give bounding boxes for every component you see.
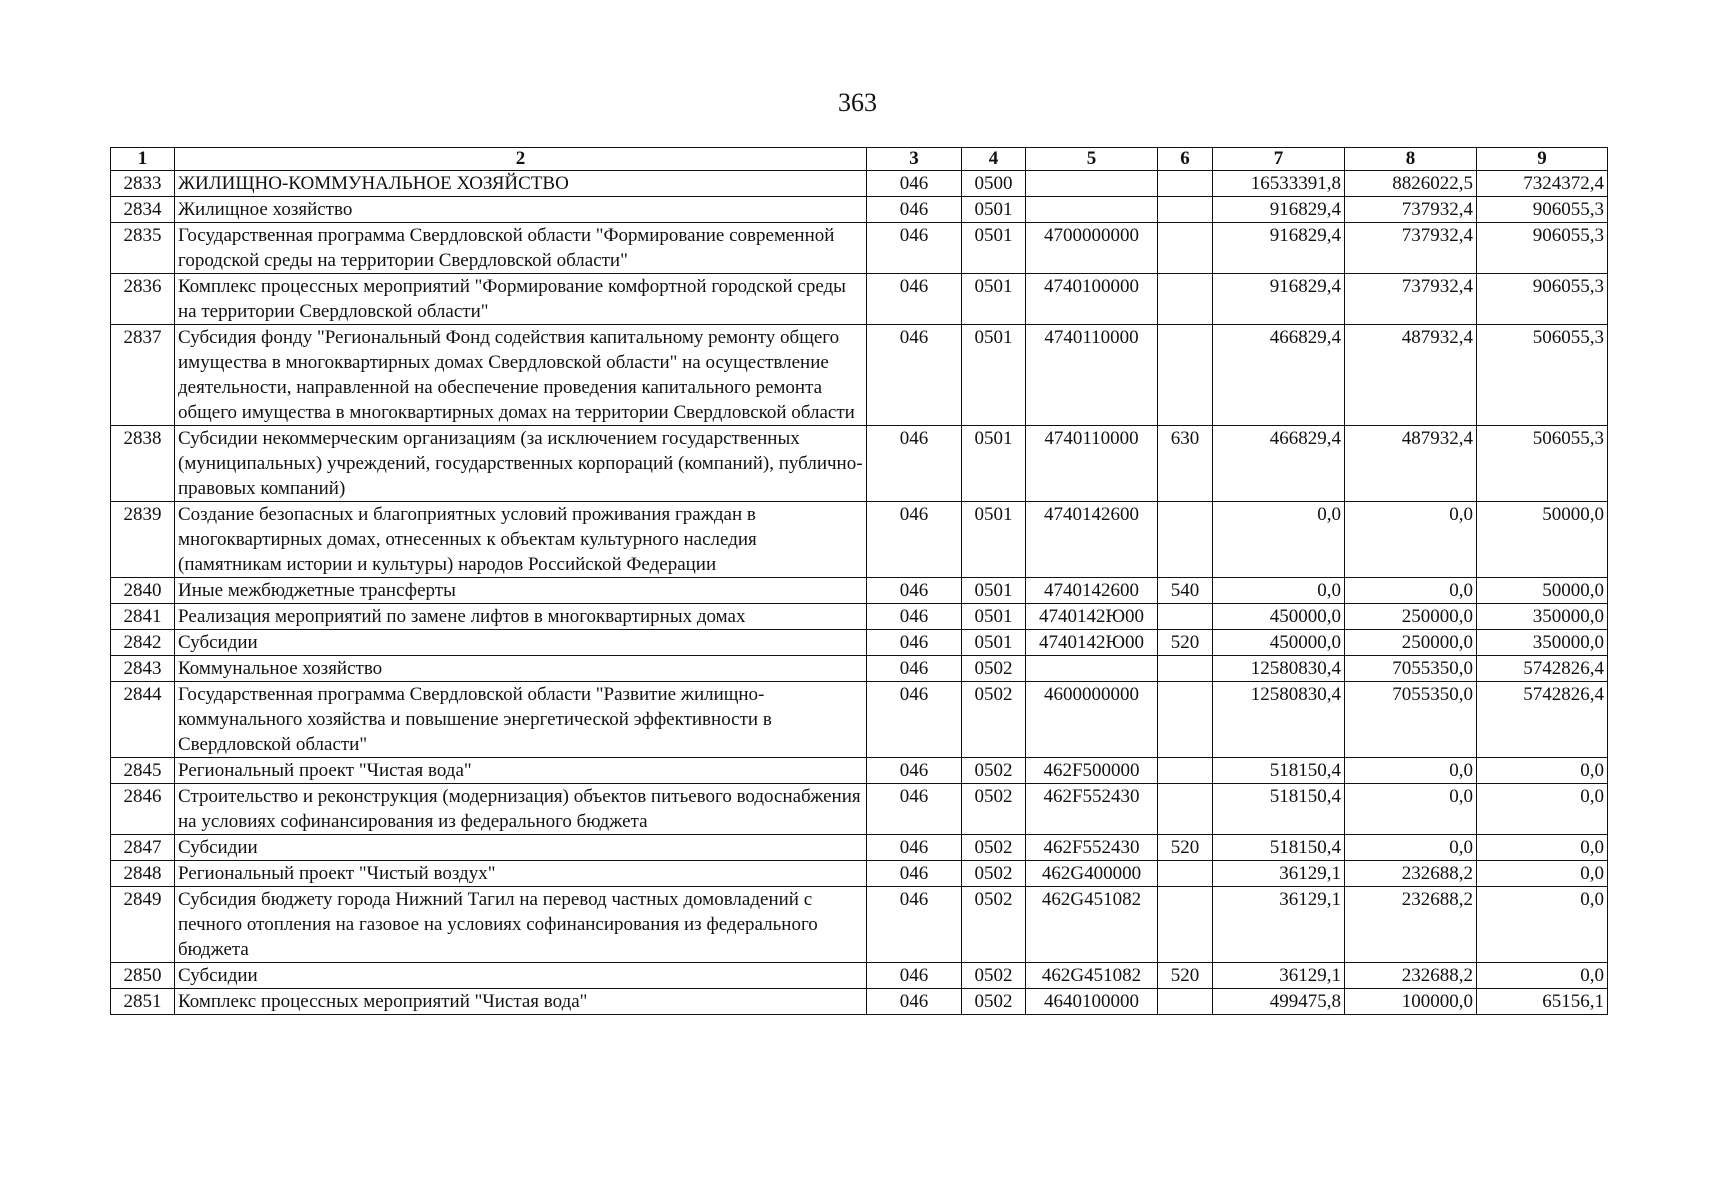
amount-year-2: 8826022,5 xyxy=(1345,171,1477,197)
code-expense-type xyxy=(1158,197,1213,223)
code-section: 0501 xyxy=(962,325,1026,426)
code-expense-type xyxy=(1158,758,1213,784)
amount-year-1: 466829,4 xyxy=(1213,426,1345,502)
code-ministry: 046 xyxy=(867,835,962,861)
amount-year-3: 506055,3 xyxy=(1477,325,1608,426)
item-name: Строительство и реконструкция (модернизация) объектов питьевого водоснабжения на условиях софинансирования из федерального бюджета xyxy=(175,784,867,835)
amount-year-2: 250000,0 xyxy=(1345,604,1477,630)
amount-year-1: 916829,4 xyxy=(1213,223,1345,274)
amount-year-1: 12580830,4 xyxy=(1213,682,1345,758)
code-ministry: 046 xyxy=(867,963,962,989)
item-name: Создание безопасных и благоприятных условий проживания граждан в многоквартирных домах, отнесенных к объектам культурного наследия (памятникам истории и культуры) народов Российской Федерации xyxy=(175,502,867,578)
code-section: 0501 xyxy=(962,502,1026,578)
code-expense-type xyxy=(1158,274,1213,325)
code-target: 4740110000 xyxy=(1026,325,1158,426)
row-number: 2845 xyxy=(111,758,175,784)
code-section: 0502 xyxy=(962,989,1026,1015)
amount-year-3: 0,0 xyxy=(1477,861,1608,887)
amount-year-3: 0,0 xyxy=(1477,887,1608,963)
code-section: 0501 xyxy=(962,604,1026,630)
item-name: Комплекс процессных мероприятий "Формирование комфортной городской среды на территории Свердловской области" xyxy=(175,274,867,325)
item-name: ЖИЛИЩНО-КОММУНАЛЬНОЕ ХОЗЯЙСТВО xyxy=(175,171,867,197)
code-ministry: 046 xyxy=(867,426,962,502)
amount-year-2: 100000,0 xyxy=(1345,989,1477,1015)
item-name: Государственная программа Свердловской области "Развитие жилищно-коммунального хозяйства и повышение энергетической эффективности в Свердловской области" xyxy=(175,682,867,758)
amount-year-2: 232688,2 xyxy=(1345,887,1477,963)
code-section: 0502 xyxy=(962,784,1026,835)
row-number: 2842 xyxy=(111,630,175,656)
header-cell: 4 xyxy=(962,148,1026,171)
code-ministry: 046 xyxy=(867,604,962,630)
table-row xyxy=(111,835,1608,861)
row-number: 2851 xyxy=(111,989,175,1015)
amount-year-1: 916829,4 xyxy=(1213,274,1345,325)
code-target: 4740142Ю00 xyxy=(1026,630,1158,656)
code-target: 462G451082 xyxy=(1026,963,1158,989)
amount-year-1: 36129,1 xyxy=(1213,861,1345,887)
table-row xyxy=(111,989,1608,1015)
item-name: Государственная программа Свердловской области "Формирование современной городской среды на территории Свердловской области" xyxy=(175,223,867,274)
amount-year-2: 232688,2 xyxy=(1345,861,1477,887)
row-number: 2843 xyxy=(111,656,175,682)
table-row xyxy=(111,861,1608,887)
header-row xyxy=(111,148,1608,171)
item-name: Субсидия бюджету города Нижний Тагил на перевод частных домовладений с печного отопления на газовое на условиях софинансирования из федерального бюджета xyxy=(175,887,867,963)
code-target: 462F552430 xyxy=(1026,835,1158,861)
code-section: 0501 xyxy=(962,197,1026,223)
amount-year-2: 737932,4 xyxy=(1345,223,1477,274)
amount-year-1: 12580830,4 xyxy=(1213,656,1345,682)
amount-year-1: 916829,4 xyxy=(1213,197,1345,223)
amount-year-3: 5742826,4 xyxy=(1477,656,1608,682)
header-cell: 1 xyxy=(111,148,175,171)
code-ministry: 046 xyxy=(867,223,962,274)
code-section: 0502 xyxy=(962,758,1026,784)
table-row xyxy=(111,223,1608,274)
amount-year-2: 0,0 xyxy=(1345,835,1477,861)
code-section: 0501 xyxy=(962,630,1026,656)
amount-year-2: 487932,4 xyxy=(1345,325,1477,426)
code-target: 4740100000 xyxy=(1026,274,1158,325)
code-expense-type: 540 xyxy=(1158,578,1213,604)
amount-year-1: 0,0 xyxy=(1213,502,1345,578)
item-name: Региональный проект "Чистый воздух" xyxy=(175,861,867,887)
code-expense-type: 520 xyxy=(1158,963,1213,989)
code-ministry: 046 xyxy=(867,502,962,578)
code-expense-type xyxy=(1158,656,1213,682)
row-number: 2838 xyxy=(111,426,175,502)
code-section: 0502 xyxy=(962,887,1026,963)
amount-year-2: 0,0 xyxy=(1345,758,1477,784)
amount-year-3: 906055,3 xyxy=(1477,223,1608,274)
amount-year-3: 50000,0 xyxy=(1477,578,1608,604)
item-name: Реализация мероприятий по замене лифтов в многоквартирных домах xyxy=(175,604,867,630)
table-row xyxy=(111,963,1608,989)
item-name: Субсидии xyxy=(175,963,867,989)
table-row xyxy=(111,604,1608,630)
amount-year-2: 737932,4 xyxy=(1345,197,1477,223)
code-ministry: 046 xyxy=(867,197,962,223)
amount-year-3: 5742826,4 xyxy=(1477,682,1608,758)
amount-year-1: 450000,0 xyxy=(1213,630,1345,656)
code-target xyxy=(1026,197,1158,223)
amount-year-3: 50000,0 xyxy=(1477,502,1608,578)
code-expense-type xyxy=(1158,861,1213,887)
amount-year-2: 7055350,0 xyxy=(1345,682,1477,758)
amount-year-2: 232688,2 xyxy=(1345,963,1477,989)
amount-year-1: 499475,8 xyxy=(1213,989,1345,1015)
code-target: 4740110000 xyxy=(1026,426,1158,502)
table-row xyxy=(111,502,1608,578)
row-number: 2833 xyxy=(111,171,175,197)
code-ministry: 046 xyxy=(867,758,962,784)
row-number: 2837 xyxy=(111,325,175,426)
amount-year-3: 506055,3 xyxy=(1477,426,1608,502)
item-name: Жилищное хозяйство xyxy=(175,197,867,223)
amount-year-2: 0,0 xyxy=(1345,578,1477,604)
amount-year-3: 65156,1 xyxy=(1477,989,1608,1015)
code-expense-type xyxy=(1158,887,1213,963)
code-section: 0501 xyxy=(962,274,1026,325)
row-number: 2839 xyxy=(111,502,175,578)
item-name: Субсидии xyxy=(175,630,867,656)
amount-year-3: 906055,3 xyxy=(1477,274,1608,325)
code-expense-type: 520 xyxy=(1158,630,1213,656)
amount-year-2: 250000,0 xyxy=(1345,630,1477,656)
amount-year-3: 350000,0 xyxy=(1477,604,1608,630)
row-number: 2847 xyxy=(111,835,175,861)
code-target: 4700000000 xyxy=(1026,223,1158,274)
code-expense-type: 520 xyxy=(1158,835,1213,861)
code-section: 0501 xyxy=(962,223,1026,274)
amount-year-1: 518150,4 xyxy=(1213,835,1345,861)
code-expense-type xyxy=(1158,502,1213,578)
table-row xyxy=(111,171,1608,197)
code-target: 462G451082 xyxy=(1026,887,1158,963)
row-number: 2841 xyxy=(111,604,175,630)
amount-year-1: 0,0 xyxy=(1213,578,1345,604)
code-target: 4740142600 xyxy=(1026,502,1158,578)
row-number: 2846 xyxy=(111,784,175,835)
code-section: 0502 xyxy=(962,963,1026,989)
amount-year-3: 7324372,4 xyxy=(1477,171,1608,197)
header-cell: 5 xyxy=(1026,148,1158,171)
code-expense-type xyxy=(1158,784,1213,835)
table-row xyxy=(111,274,1608,325)
table-row xyxy=(111,758,1608,784)
budget-table xyxy=(110,147,1608,1015)
code-expense-type xyxy=(1158,604,1213,630)
amount-year-3: 0,0 xyxy=(1477,784,1608,835)
code-section: 0502 xyxy=(962,835,1026,861)
code-ministry: 046 xyxy=(867,171,962,197)
row-number: 2834 xyxy=(111,197,175,223)
item-name: Субсидии некоммерческим организациям (за исключением государственных (муниципальных) учреждений, государственных корпораций (компаний), публично-правовых компаний) xyxy=(175,426,867,502)
code-target: 4600000000 xyxy=(1026,682,1158,758)
code-expense-type: 630 xyxy=(1158,426,1213,502)
row-number: 2840 xyxy=(111,578,175,604)
code-section: 0502 xyxy=(962,682,1026,758)
table-row xyxy=(111,887,1608,963)
row-number: 2836 xyxy=(111,274,175,325)
code-ministry: 046 xyxy=(867,656,962,682)
amount-year-1: 466829,4 xyxy=(1213,325,1345,426)
code-ministry: 046 xyxy=(867,630,962,656)
amount-year-1: 518150,4 xyxy=(1213,758,1345,784)
code-target: 4740142600 xyxy=(1026,578,1158,604)
amount-year-1: 16533391,8 xyxy=(1213,171,1345,197)
code-expense-type xyxy=(1158,682,1213,758)
table-row xyxy=(111,426,1608,502)
code-section: 0502 xyxy=(962,656,1026,682)
amount-year-2: 0,0 xyxy=(1345,784,1477,835)
amount-year-1: 518150,4 xyxy=(1213,784,1345,835)
code-ministry: 046 xyxy=(867,784,962,835)
code-ministry: 046 xyxy=(867,989,962,1015)
item-name: Коммунальное хозяйство xyxy=(175,656,867,682)
code-expense-type xyxy=(1158,223,1213,274)
row-number: 2844 xyxy=(111,682,175,758)
code-section: 0501 xyxy=(962,578,1026,604)
header-cell: 9 xyxy=(1477,148,1608,171)
row-number: 2835 xyxy=(111,223,175,274)
header-cell: 7 xyxy=(1213,148,1345,171)
table-row xyxy=(111,630,1608,656)
page-number: 363 xyxy=(838,88,877,117)
amount-year-3: 350000,0 xyxy=(1477,630,1608,656)
code-ministry: 046 xyxy=(867,274,962,325)
code-target: 4740142Ю00 xyxy=(1026,604,1158,630)
code-ministry: 046 xyxy=(867,887,962,963)
amount-year-3: 0,0 xyxy=(1477,758,1608,784)
code-ministry: 046 xyxy=(867,578,962,604)
item-name: Комплекс процессных мероприятий "Чистая вода" xyxy=(175,989,867,1015)
table-body xyxy=(111,171,1608,1015)
code-target xyxy=(1026,171,1158,197)
code-target: 462G400000 xyxy=(1026,861,1158,887)
table-row xyxy=(111,197,1608,223)
table-row xyxy=(111,578,1608,604)
header-cell: 8 xyxy=(1345,148,1477,171)
header-cell: 6 xyxy=(1158,148,1213,171)
amount-year-2: 487932,4 xyxy=(1345,426,1477,502)
code-expense-type xyxy=(1158,171,1213,197)
table-row xyxy=(111,656,1608,682)
code-section: 0501 xyxy=(962,426,1026,502)
amount-year-2: 737932,4 xyxy=(1345,274,1477,325)
item-name: Иные межбюджетные трансферты xyxy=(175,578,867,604)
amount-year-2: 7055350,0 xyxy=(1345,656,1477,682)
header-cell: 2 xyxy=(175,148,867,171)
code-target: 462F552430 xyxy=(1026,784,1158,835)
code-ministry: 046 xyxy=(867,682,962,758)
item-name: Субсидии xyxy=(175,835,867,861)
code-target: 462F500000 xyxy=(1026,758,1158,784)
amount-year-3: 0,0 xyxy=(1477,963,1608,989)
header-cell: 3 xyxy=(867,148,962,171)
amount-year-1: 450000,0 xyxy=(1213,604,1345,630)
item-name: Субсидия фонду "Региональный Фонд содействия капитальному ремонту общего имущества в многоквартирных домах Свердловской области" на осуществление деятельности, направленной на обеспечение проведения капитального ремонта общего имущества в многоквартирных домах на территории Свердловской области xyxy=(175,325,867,426)
code-ministry: 046 xyxy=(867,325,962,426)
code-ministry: 046 xyxy=(867,861,962,887)
row-number: 2850 xyxy=(111,963,175,989)
amount-year-3: 0,0 xyxy=(1477,835,1608,861)
row-number: 2849 xyxy=(111,887,175,963)
code-section: 0500 xyxy=(962,171,1026,197)
amount-year-1: 36129,1 xyxy=(1213,963,1345,989)
code-section: 0502 xyxy=(962,861,1026,887)
table-row xyxy=(111,325,1608,426)
item-name: Региональный проект "Чистая вода" xyxy=(175,758,867,784)
table-row xyxy=(111,682,1608,758)
amount-year-3: 906055,3 xyxy=(1477,197,1608,223)
code-expense-type xyxy=(1158,989,1213,1015)
amount-year-1: 36129,1 xyxy=(1213,887,1345,963)
amount-year-2: 0,0 xyxy=(1345,502,1477,578)
table-row xyxy=(111,784,1608,835)
row-number: 2848 xyxy=(111,861,175,887)
code-target: 4640100000 xyxy=(1026,989,1158,1015)
code-expense-type xyxy=(1158,325,1213,426)
code-target xyxy=(1026,656,1158,682)
